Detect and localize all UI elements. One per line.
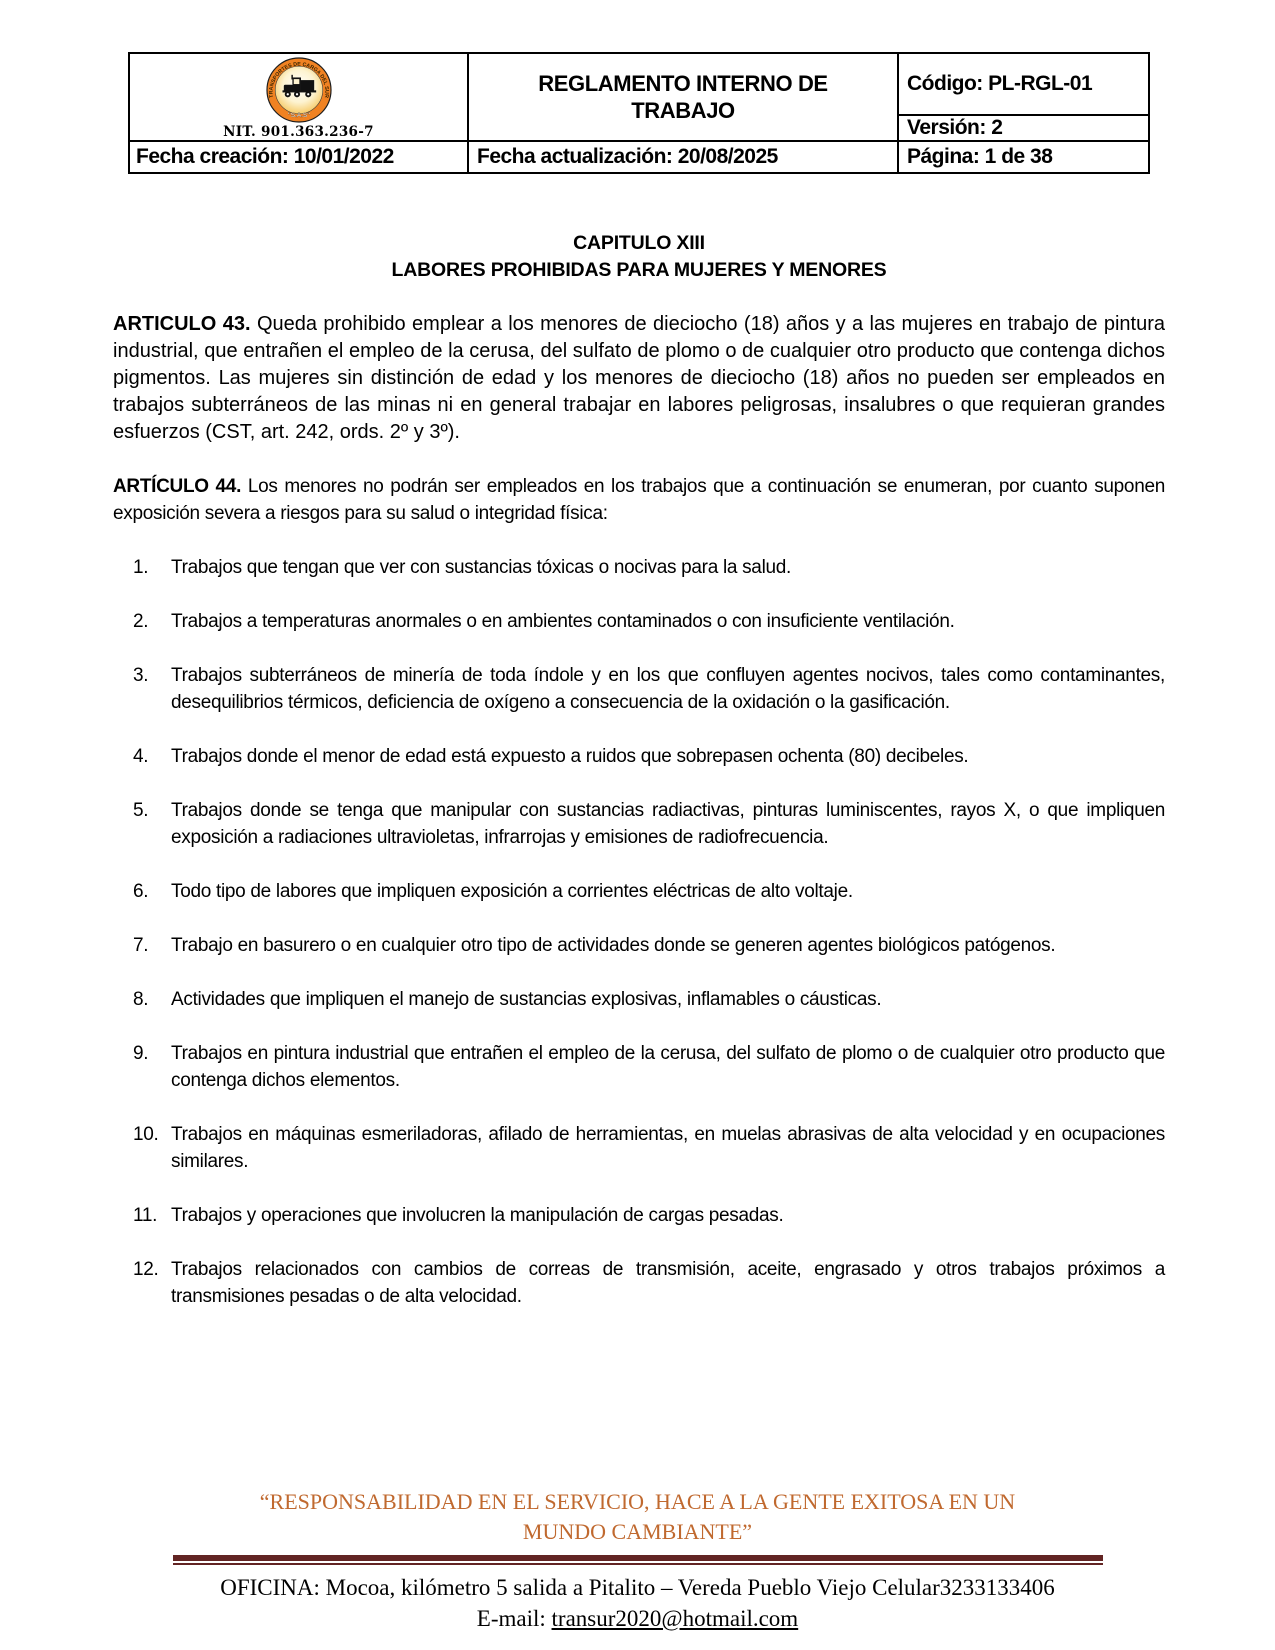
article-44-text: Los menores no podrán ser empleados en los trabajos que a continuación se enumeran, por cuanto suponen exposición severa a riesgos para su salud o integridad física: xyxy=(113,476,1166,524)
footer-rule-thin-line xyxy=(173,1563,1103,1565)
list-item: Trabajos y operaciones que involucren la manipulación de cargas pesadas. xyxy=(171,1205,784,1226)
list-item: Trabajos subterráneos de minería de toda índole y en los que confluyen agentes nocivos, tales como contaminantes, desequilibrios térmicos, deficiencia de oxígeno a consecuencia de la oxidación o la gasificación. xyxy=(171,665,1165,713)
footer-rule-thick-line xyxy=(173,1555,1103,1561)
office-address-line: OFICINA: Mocoa, kilómetro 5 salida a Pitalito – Vereda Pueblo Viejo Celular3233133406 xyxy=(220,1575,1055,1600)
prohibited-works-list xyxy=(113,554,1165,1310)
article-44-label: ARTÍCULO 44. xyxy=(113,476,242,497)
list-item: Trabajos a temperaturas anormales o en ambientes contaminados o con insuficiente ventilación. xyxy=(171,611,955,632)
creation-date: Fecha creación: 10/01/2022 xyxy=(136,145,394,168)
page-number-cell xyxy=(899,142,1148,172)
logo-cell xyxy=(130,54,469,142)
nit-text: NIT. 901.363.236-7 xyxy=(223,123,374,140)
document-version: Versión: 2 xyxy=(907,116,1003,139)
article-43-text: Queda prohibido emplear a los menores de dieciocho (18) años y a las mujeres en trabajo de pintura industrial, que entrañen el empleo de la cerusa, del sulfato de plomo o de cualquier otro producto que contenga dichos pigmentos. Las mujeres sin distinción de edad y los menores de dieciocho (18) años no pueden ser empleados en trabajos subterráneos de las minas ni en general trabajar en labores peligrosas, insalubres o que requieran grandes esfuerzos (CST, art. 242, ords. 2º y 3º). xyxy=(113,313,1166,443)
version-cell xyxy=(899,116,1148,142)
chapter-title xyxy=(113,230,1165,284)
office-address xyxy=(0,1572,1275,1634)
email-link[interactable]: transur2020@hotmail.com xyxy=(551,1606,799,1631)
list-item: Trabajos en pintura industrial que entrañen el empleo de la cerusa, del sulfato de plomo o de cualquier otro producto que contenga dichos elementos. xyxy=(171,1043,1165,1091)
code-cell xyxy=(899,54,1148,116)
document-code: Código: PL-RGL-01 xyxy=(907,72,1093,95)
logo-badge-text: "S.A.S" xyxy=(287,111,310,119)
footer-rule xyxy=(173,1555,1103,1565)
article-43-label: ARTICULO 43. xyxy=(113,313,251,335)
list-item: Trabajos relacionados con cambios de correas de transmisión, aceite, engrasado y otros trabajos próximos a transmisiones pesadas o de alta velocidad. xyxy=(171,1259,1165,1307)
article-43 xyxy=(113,311,1165,446)
logo-arc-textpath: TRANSPORTES DE CARGA DEL SUR xyxy=(268,61,329,98)
list-item: Trabajos donde el menor de edad está expuesto a ruidos que sobrepasen ochenta (80) decibeles. xyxy=(171,746,969,767)
creation-date-cell xyxy=(130,142,469,172)
page-number: Página: 1 de 38 xyxy=(907,145,1053,168)
list-item: Trabajos que tengan que ver con sustancias tóxicas o nocivas para la salud. xyxy=(171,557,792,578)
list-item: Actividades que impliquen el manejo de sustancias explosivas, inflamables o cáusticas. xyxy=(171,989,882,1010)
update-date-cell xyxy=(469,142,899,172)
title-cell xyxy=(469,54,899,142)
page-footer xyxy=(0,1487,1275,1634)
update-date: Fecha actualización: 20/08/2025 xyxy=(477,145,778,168)
chapter-title-line1: CAPITULO XIII xyxy=(573,232,705,254)
document-title: REGLAMENTO INTERNO DE TRABAJO xyxy=(538,71,828,123)
list-item: Trabajo en basurero o en cualquier otro tipo de actividades donde se generen agentes biológicos patógenos. xyxy=(171,935,1056,956)
email-label: E-mail: xyxy=(476,1606,552,1631)
chapter-title-line2: LABORES PROHIBIDAS PARA MUJERES Y MENORES xyxy=(391,259,887,281)
list-item: Todo tipo de labores que impliquen exposición a corrientes eléctricas de alto voltaje. xyxy=(171,881,853,902)
document-header-table xyxy=(128,52,1150,174)
email-line xyxy=(0,1603,1275,1634)
company-slogan: “RESPONSABILIDAD EN EL SERVICIO, HACE A LA GENTE EXITOSA EN UN MUNDO CAMBIANTE” xyxy=(259,1489,1016,1544)
list-item: Trabajos en máquinas esmeriladoras, afilado de herramientas, en muelas abrasivas de alta velocidad y en ocupaciones similares. xyxy=(171,1124,1165,1172)
company-logo-icon xyxy=(266,57,332,123)
article-44 xyxy=(113,473,1165,527)
list-item: Trabajos donde se tenga que manipular con sustancias radiactivas, pinturas luminiscentes, rayos X, o que impliquen exposición a radiaciones ultravioletas, infrarrojas y emisiones de radiofrecuencia. xyxy=(171,800,1165,848)
